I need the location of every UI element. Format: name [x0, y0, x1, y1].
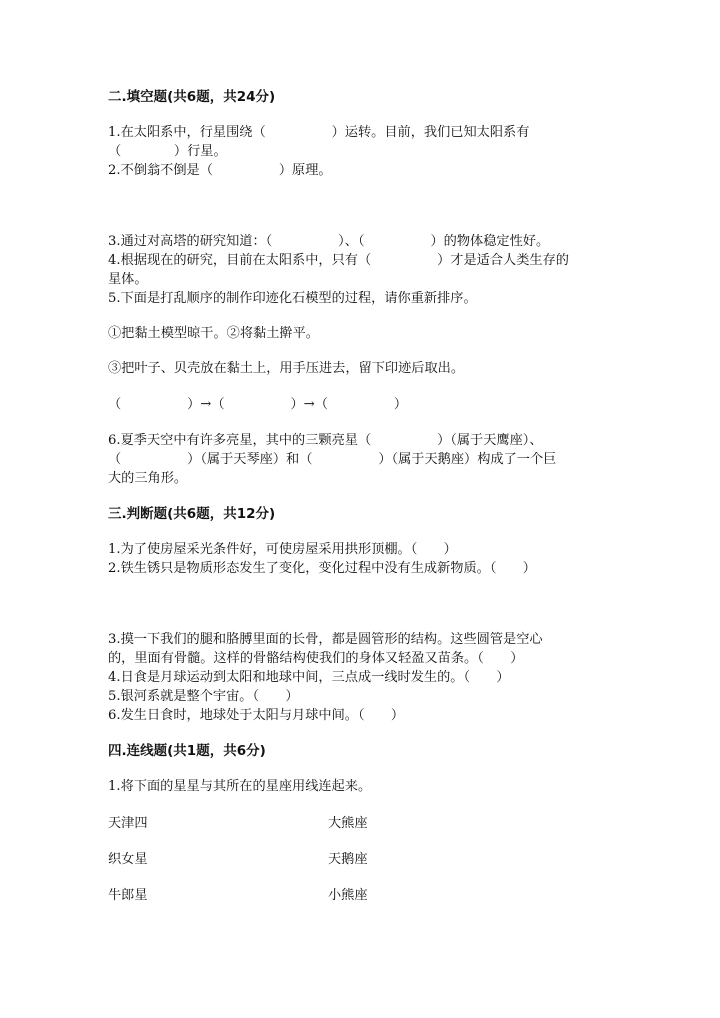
section2-title: 二.填空题(共6题，共24分)	[108, 89, 276, 105]
s2-q4-line2: 星体。	[108, 272, 148, 287]
s2-q1-line1: 1.在太阳系中，行星围绕（ ）运转。目前，我们已知太阳系有	[108, 125, 530, 140]
section3-title: 三.判断题(共6题，共12分)	[108, 506, 276, 522]
s2-q3: 3.通过对高塔的研究知道：（ ）、（ ）的物体稳定性好。	[108, 234, 550, 249]
s2-q6-line2: （ ）（属于天琴座）和（ ）（属于天鹅座）构成了一个巨	[108, 452, 557, 467]
constellation-item: 天鹅座	[328, 852, 368, 867]
s2-q5: 5.下面是打乱顺序的制作印迹化石模型的过程，请你重新排序。	[108, 291, 477, 306]
s2-q2: 2.不倒翁不倒是（ ）原理。	[108, 163, 332, 178]
star-item: 牛郎星	[108, 888, 148, 903]
section4-title: 四.连线题(共1题，共6分)	[108, 743, 266, 759]
s3-q2: 2.铁生锈只是物质形态发生了变化，变化过程中没有生成新物质。（ ）	[108, 561, 536, 576]
s2-q6-line3: 大的三角形。	[108, 471, 188, 486]
star-item: 织女星	[108, 852, 148, 867]
s3-q1: 1.为了使房屋采光条件好，可使房屋采用拱形顶棚。（ ）	[108, 542, 457, 557]
star-item: 天津四	[108, 816, 148, 831]
constellation-item: 大熊座	[328, 816, 368, 831]
s3-q4: 4.日食是月球运动到太阳和地球中间，三点成一线时发生的。（ ）	[108, 670, 510, 685]
s3-q5: 5.银河系就是整个宇宙。（ ）	[108, 689, 299, 704]
s2-q5-order: （ ）→（ ）→（ ）	[108, 397, 408, 412]
s3-q3-line1: 3.摸一下我们的腿和胳膊里面的长骨，都是圆管形的结构。这些圆管是空心	[108, 632, 543, 647]
s2-q5-step1: ①把黏土模型晾干。②将黏土擀平。	[108, 326, 319, 341]
s2-q6-line1: 6.夏季天空中有许多亮星，其中的三颗亮星（ ）（属于天鹰座）、	[108, 433, 543, 448]
s2-q1-line2: （ ）行星。	[108, 144, 227, 159]
s2-q4-line1: 4.根据现在的研究，目前在太阳系中，只有（ ）才是适合人类生存的	[108, 253, 569, 268]
s2-q5-step2: ③把叶子、贝壳放在黏土上，用手压进去，留下印迹后取出。	[108, 361, 465, 376]
s3-q3-line2: 的，里面有骨髓。这样的骨骼结构使我们的身体又轻盈又苗条。（ ）	[108, 651, 524, 666]
s4-q1: 1.将下面的星星与其所在的星座用线连起来。	[108, 779, 372, 794]
constellation-item: 小熊座	[328, 888, 368, 903]
s3-q6: 6.发生日食时，地球处于太阳与月球中间。（ ）	[108, 708, 405, 723]
